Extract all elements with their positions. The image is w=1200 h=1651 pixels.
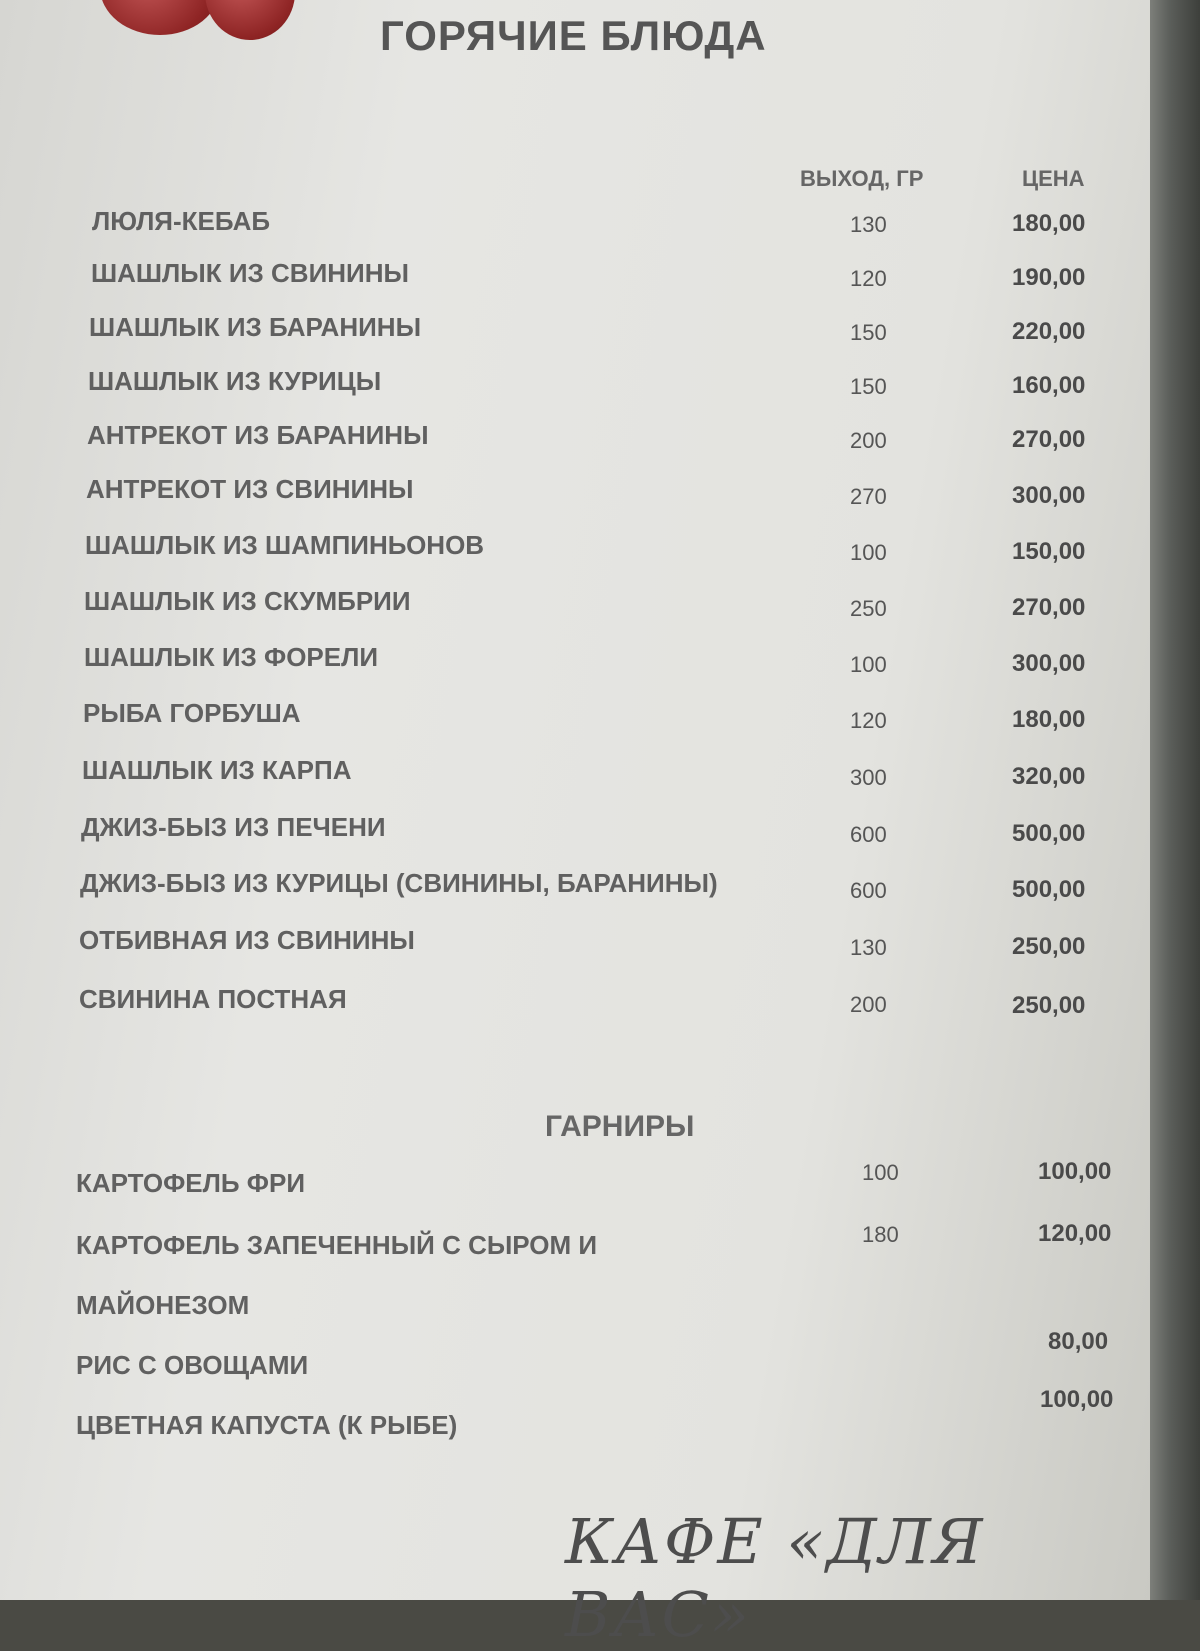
dish-name: ШАШЛЫК ИЗ СВИНИНЫ [91,258,409,288]
dish-price: 160,00 [1012,372,1086,399]
dish-weight: 270 [850,484,887,509]
dish-weight: 120 [850,708,887,733]
menu-row [0,366,1150,406]
menu-row [0,586,1150,626]
dish-name: ШАШЛЫК ИЗ КУРИЦЫ [88,366,382,396]
menu-row [0,474,1150,514]
side-name: РИС С ОВОЩАМИ [76,1350,309,1380]
dish-price: 500,00 [1012,820,1086,847]
side-weight: 180 [862,1222,899,1247]
dish-weight: 250 [850,596,887,621]
menu-row [0,925,1150,965]
berry-decoration [100,0,220,35]
weight-column-header: ВЫХОД, ГР [800,166,924,191]
side-name: КАРТОФЕЛЬ ФРИ [76,1168,306,1198]
dish-price: 150,00 [1012,538,1086,565]
menu-row [0,1290,1150,1330]
side-price: 120,00 [1038,1220,1112,1247]
dish-price: 220,00 [1012,318,1086,345]
berry-decoration [205,0,295,40]
dish-weight: 600 [850,878,887,903]
menu-row [0,984,1150,1024]
menu-row [0,755,1150,795]
dish-price: 270,00 [1012,594,1086,621]
menu-row [0,1386,1150,1450]
dish-weight: 200 [850,992,887,1017]
dish-price: 300,00 [1012,650,1086,677]
menu-row [0,1328,1150,1390]
side-name: КАРТОФЕЛЬ ЗАПЕЧЕННЫЙ С СЫРОМ И [76,1230,598,1260]
dish-price: 180,00 [1012,706,1086,733]
dish-name: ШАШЛЫК ИЗ БАРАНИНЫ [89,312,422,342]
menu-row [0,1158,1150,1208]
dish-weight: 130 [850,935,887,960]
side-price: 100,00 [1040,1386,1114,1413]
menu-row [0,642,1150,682]
dish-price: 300,00 [1012,482,1086,509]
menu-row [0,698,1150,738]
menu-row [0,258,1150,298]
dish-name: ДЖИЗ-БЫЗ ИЗ ПЕЧЕНИ [81,812,386,842]
page-title: ГОРЯЧИЕ БЛЮДА [380,12,767,59]
side-weight: 100 [862,1160,899,1185]
dish-name: ЛЮЛЯ-КЕБАБ [92,206,271,236]
menu-row [0,868,1150,908]
dish-weight: 150 [850,374,887,399]
dish-price: 250,00 [1012,992,1086,1019]
dish-name: РЫБА ГОРБУША [83,698,301,728]
dish-name: АНТРЕКОТ ИЗ СВИНИНЫ [86,474,414,504]
dish-name: ШАШЛЫК ИЗ ШАМПИНЬОНОВ [85,530,485,560]
dish-price: 500,00 [1012,876,1086,903]
price-column-header: ЦЕНА [1022,166,1085,191]
dish-weight: 100 [850,540,887,565]
side-name: МАЙОНЕЗОМ [76,1290,250,1320]
dish-weight: 300 [850,765,887,790]
dish-weight: 200 [850,428,887,453]
menu-row [0,812,1150,852]
sides-title: ГАРНИРЫ [545,1110,695,1143]
dish-price: 180,00 [1012,210,1086,237]
menu-row [0,420,1150,460]
menu-row [0,1220,1150,1270]
menu-row [0,206,1150,246]
dish-price: 190,00 [1012,264,1086,291]
side-name: ЦВЕТНАЯ КАПУСТА (К РЫБЕ) [76,1410,458,1440]
cafe-name: КАФЕ «ДЛЯ ВАС» [565,1505,985,1651]
side-price: 80,00 [1048,1328,1109,1355]
menu-row [0,530,1150,570]
dish-name: ШАШЛЫК ИЗ СКУМБРИИ [84,586,411,616]
dish-name: ШАШЛЫК ИЗ КАРПА [82,755,352,785]
dish-name: ШАШЛЫК ИЗ ФОРЕЛИ [84,642,379,672]
dish-name: ОТБИВНАЯ ИЗ СВИНИНЫ [79,925,415,955]
menu-row [0,312,1150,352]
dish-name: СВИНИНА ПОСТНАЯ [79,984,347,1014]
dish-price: 270,00 [1012,426,1086,453]
dish-weight: 100 [850,652,887,677]
dish-name: ДЖИЗ-БЫЗ ИЗ КУРИЦЫ (СВИНИНЫ, БАРАНИНЫ) [80,868,718,898]
dish-name: АНТРЕКОТ ИЗ БАРАНИНЫ [87,420,429,450]
dish-weight: 600 [850,822,887,847]
dish-weight: 120 [850,266,887,291]
dish-weight: 150 [850,320,887,345]
side-price: 100,00 [1038,1158,1112,1185]
menu-cover-edge [1150,0,1200,1600]
dish-price: 250,00 [1012,933,1086,960]
dish-weight: 130 [850,212,887,237]
dish-price: 320,00 [1012,763,1086,790]
